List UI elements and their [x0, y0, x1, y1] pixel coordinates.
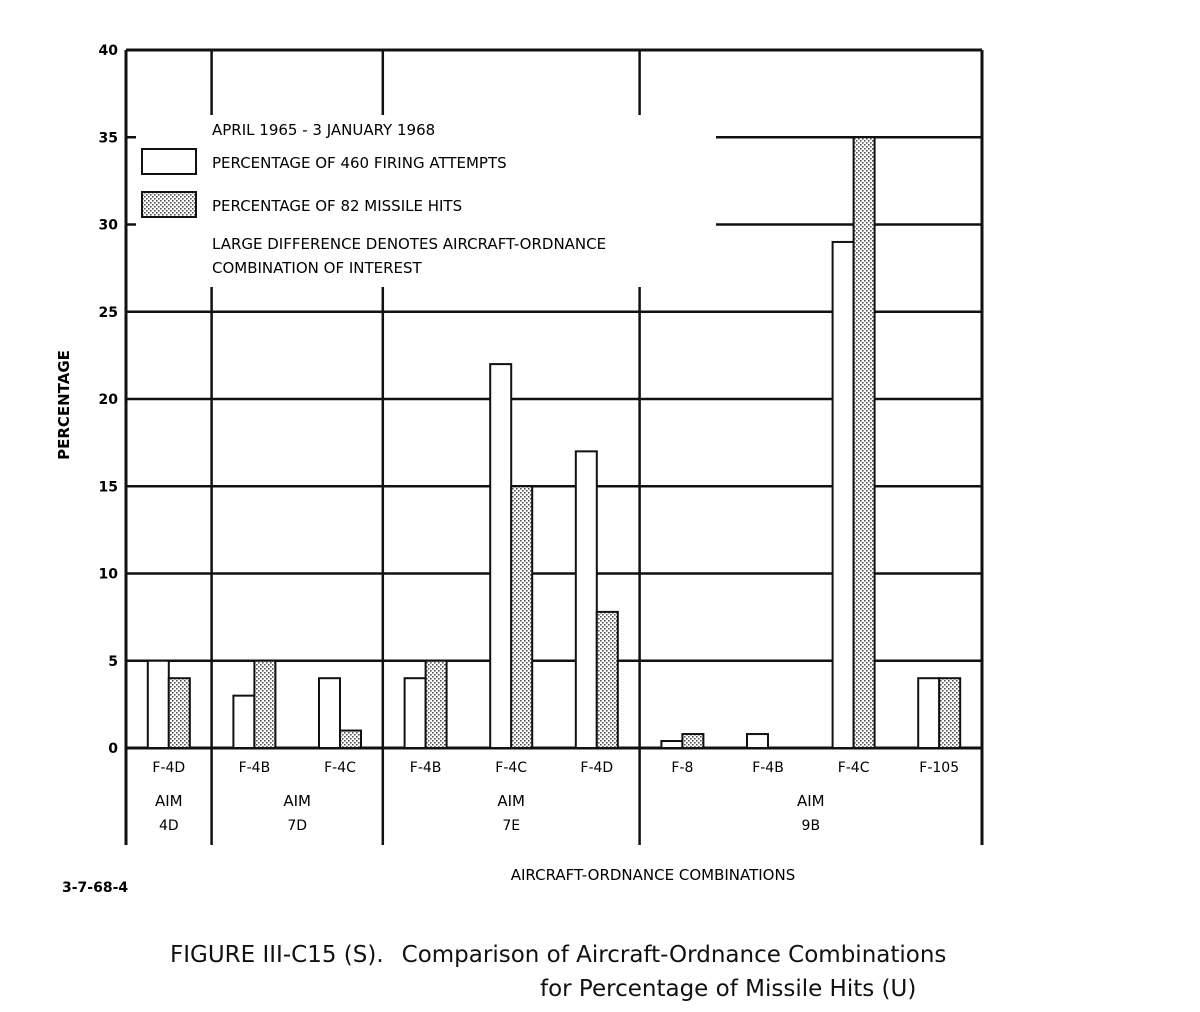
group-label-name: AIM: [796, 792, 825, 810]
bar-firing-attempts: [233, 696, 254, 748]
group-label-sub: 7D: [287, 818, 308, 834]
legend-swatch-hits: [142, 192, 196, 217]
bar-firing-attempts: [747, 734, 768, 748]
x-tick-label: F-4D: [152, 760, 186, 776]
group-label-sub: 9B: [801, 818, 821, 834]
y-tick-label: 5: [108, 653, 118, 670]
y-tick-label: 25: [98, 304, 118, 321]
bar-firing-attempts: [490, 364, 511, 748]
figure-caption-line1: [170, 942, 946, 968]
x-tick-label: F-4B: [238, 760, 271, 776]
y-tick-label: 0: [108, 741, 118, 757]
legend-period: APRIL 1965 - 3 JANUARY 1968: [212, 121, 436, 139]
bar-firing-attempts: [319, 678, 340, 748]
legend-label-attempts: PERCENTAGE OF 460 FIRING ATTEMPTS: [212, 154, 507, 172]
bar-missile-hits: [854, 137, 875, 748]
bar-missile-hits: [682, 734, 703, 748]
bar-missile-hits: [939, 678, 960, 748]
bar-firing-attempts: [918, 678, 939, 748]
legend: [136, 115, 716, 287]
figure-id: FIGURE III-C15 (S).: [170, 942, 384, 968]
x-tick-label: F-4B: [752, 760, 784, 776]
source-code: 3-7-68-4: [62, 880, 129, 896]
bar-missile-hits: [254, 661, 275, 748]
legend-swatch-attempts: [142, 149, 196, 174]
y-tick-label: 40: [98, 43, 118, 59]
y-tick-label: 15: [98, 479, 118, 496]
x-axis-labels: [152, 760, 959, 834]
y-axis-ticks: [99, 43, 119, 757]
x-axis-title: AIRCRAFT-ORDNANCE COMBINATIONS: [510, 866, 796, 884]
group-label-sub: 7E: [502, 818, 521, 834]
x-tick-label: F-4D: [580, 760, 614, 776]
group-label-name: AIM: [283, 792, 312, 810]
bar-firing-attempts: [405, 678, 426, 748]
figure-caption-line2: for Percentage of Missile Hits (U): [540, 976, 917, 1002]
x-tick-label: F-4C: [837, 760, 870, 776]
legend-note-line1: LARGE DIFFERENCE DENOTES AIRCRAFT-ORDNANCE: [212, 235, 607, 253]
x-tick-label: F-4B: [409, 760, 442, 776]
y-tick-label: 10: [98, 566, 118, 583]
bar-missile-hits: [511, 486, 532, 748]
bar-missile-hits: [426, 661, 447, 748]
figure-title: Comparison of Aircraft-Ordnance Combinations: [401, 942, 947, 968]
bar-firing-attempts: [148, 661, 169, 748]
bar-firing-attempts: [833, 242, 854, 748]
bar-firing-attempts: [576, 451, 597, 748]
x-tick-label: F-105: [919, 760, 960, 776]
y-axis-title: PERCENTAGE: [55, 350, 73, 460]
bar-firing-attempts: [661, 741, 682, 748]
legend-label-hits: PERCENTAGE OF 82 MISSILE HITS: [212, 197, 463, 215]
x-tick-label: F-8: [671, 760, 694, 776]
legend-note-line2: COMBINATION OF INTEREST: [212, 259, 422, 277]
group-label-name: AIM: [497, 792, 526, 810]
x-tick-label: F-4C: [324, 760, 356, 776]
group-label-sub: 4D: [158, 818, 179, 834]
bar-missile-hits: [340, 731, 361, 748]
bar-missile-hits: [169, 678, 190, 748]
y-tick-label: 30: [98, 217, 118, 234]
y-tick-label: 20: [98, 392, 118, 408]
bar-missile-hits: [597, 612, 618, 748]
group-label-name: AIM: [154, 792, 183, 810]
x-tick-label: F-4C: [495, 760, 528, 776]
y-tick-label: 35: [98, 130, 118, 147]
